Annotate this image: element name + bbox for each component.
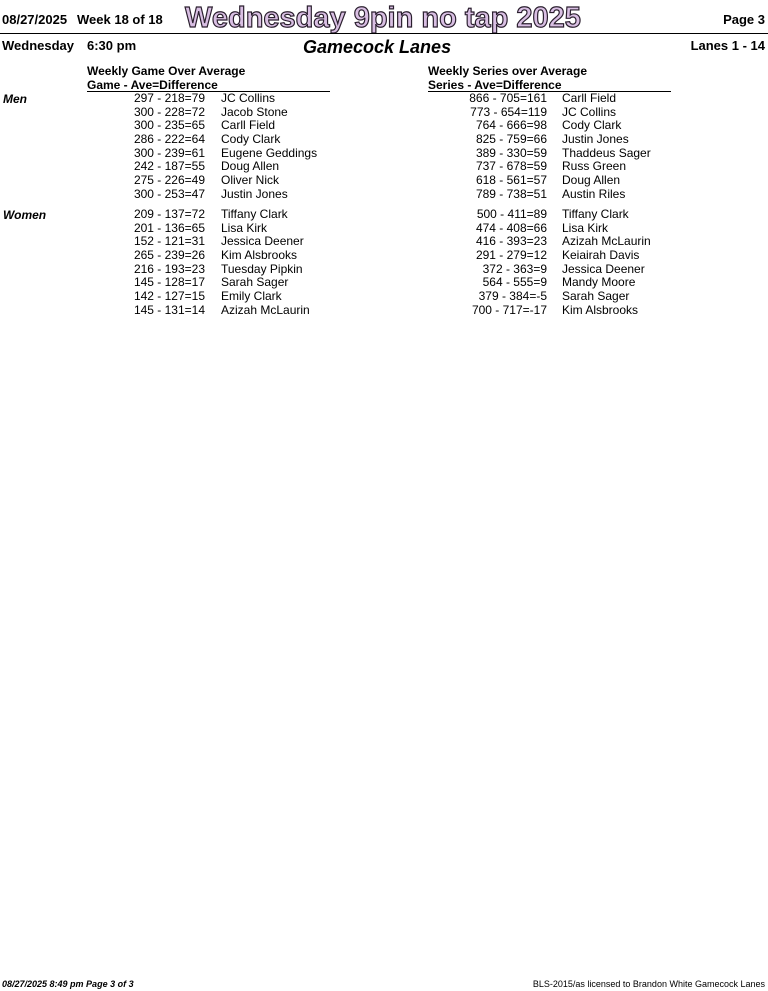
list-item bbox=[440, 174, 680, 188]
bowler-name: Oliver Nick bbox=[221, 173, 280, 188]
bowler-name: Austin Riles bbox=[562, 186, 626, 201]
list-item bbox=[100, 133, 340, 147]
list-item bbox=[100, 249, 340, 263]
bowler-name: Jessica Deener bbox=[221, 234, 304, 249]
game-value: 201 - 136=65 bbox=[133, 220, 205, 235]
bowler-name: Carll Field bbox=[221, 118, 276, 133]
game-value: 300 - 235=65 bbox=[133, 118, 205, 133]
bowler-name: Keiairah Davis bbox=[562, 248, 640, 263]
series-value: 789 - 738=51 bbox=[475, 186, 547, 201]
series-value: 416 - 393=23 bbox=[475, 234, 547, 249]
series-value: 773 - 654=119 bbox=[470, 104, 547, 119]
group-label-men: Men bbox=[3, 92, 27, 106]
footer-license: BLS-2015/as licensed to Brandon White Gamecock Lanes bbox=[532, 979, 765, 989]
group-label-women: Women bbox=[3, 208, 47, 222]
bowler-name: Jessica Deener bbox=[562, 261, 645, 276]
game-value: 209 - 137=72 bbox=[133, 207, 205, 221]
series-value: 291 - 279=12 bbox=[475, 248, 547, 263]
list-item bbox=[100, 188, 340, 202]
men-game-list bbox=[100, 92, 340, 202]
bowler-name: Justin Jones bbox=[221, 186, 288, 201]
game-value: 152 - 121=31 bbox=[133, 234, 205, 249]
list-item bbox=[440, 290, 680, 304]
list-item bbox=[100, 263, 340, 277]
list-item bbox=[100, 147, 340, 161]
bowler-name: Tiffany Clark bbox=[562, 207, 629, 221]
men-series-list bbox=[440, 92, 680, 202]
bowler-name: Carll Field bbox=[562, 91, 617, 105]
series-value: 564 - 555=9 bbox=[482, 275, 547, 290]
bowler-name: JC Collins bbox=[562, 104, 617, 119]
list-item bbox=[440, 263, 680, 277]
list-item bbox=[440, 304, 680, 318]
game-value: 145 - 128=17 bbox=[133, 275, 205, 290]
list-item bbox=[440, 106, 680, 120]
footer-timestamp: 08/27/2025 8:49 pm Page 3 of 3 bbox=[2, 979, 134, 989]
list-item bbox=[440, 92, 680, 106]
series-value: 500 - 411=89 bbox=[476, 207, 547, 221]
bowler-name: Sarah Sager bbox=[562, 289, 630, 304]
league-time: 6:30 pm bbox=[87, 38, 137, 53]
game-value: 265 - 239=26 bbox=[133, 248, 205, 263]
bowler-name: Jacob Stone bbox=[221, 104, 288, 119]
list-item bbox=[440, 188, 680, 202]
series-value: 372 - 363=9 bbox=[482, 261, 547, 276]
list-item bbox=[100, 106, 340, 120]
list-item bbox=[440, 133, 680, 147]
league-title: Wednesday 9pin no tap 2025 bbox=[185, 2, 581, 34]
series-section-title: Weekly Series over Average bbox=[428, 64, 587, 78]
list-item bbox=[100, 304, 340, 318]
game-value: 286 - 222=64 bbox=[133, 132, 205, 147]
list-item bbox=[100, 208, 340, 222]
game-section-title: Weekly Game Over Average bbox=[87, 64, 246, 78]
center-name: Gamecock Lanes bbox=[303, 37, 452, 57]
list-item bbox=[440, 222, 680, 236]
bowler-name: Cody Clark bbox=[221, 132, 281, 147]
game-section-subtitle: Game - Ave=Difference bbox=[87, 78, 218, 92]
women-series-list bbox=[440, 208, 680, 318]
list-item bbox=[440, 249, 680, 263]
series-value: 389 - 330=59 bbox=[475, 145, 547, 160]
bowler-name: Doug Allen bbox=[562, 173, 621, 188]
list-item bbox=[100, 174, 340, 188]
list-item bbox=[440, 208, 680, 222]
bowler-name: Sarah Sager bbox=[221, 275, 289, 290]
series-value: 764 - 666=98 bbox=[475, 118, 547, 133]
bowler-name: Thaddeus Sager bbox=[562, 145, 651, 160]
series-value: 379 - 384=-5 bbox=[478, 289, 547, 304]
series-value: 825 - 759=66 bbox=[475, 132, 547, 147]
bowler-name: Tiffany Clark bbox=[221, 207, 288, 221]
bowler-name: Azizah McLaurin bbox=[221, 302, 310, 317]
list-item bbox=[100, 235, 340, 249]
list-item bbox=[440, 276, 680, 290]
game-value: 300 - 228=72 bbox=[133, 104, 205, 119]
list-item bbox=[100, 160, 340, 174]
bowler-name: Lisa Kirk bbox=[562, 220, 609, 235]
bowler-name: Tuesday Pipkin bbox=[221, 261, 303, 276]
header-rule bbox=[0, 33, 768, 34]
series-value: 866 - 705=161 bbox=[469, 91, 547, 105]
game-value: 216 - 193=23 bbox=[133, 261, 205, 276]
list-item bbox=[100, 222, 340, 236]
bowler-name: Justin Jones bbox=[562, 132, 629, 147]
game-value: 297 - 218=79 bbox=[133, 91, 205, 105]
list-item bbox=[100, 276, 340, 290]
bowler-name: Azizah McLaurin bbox=[562, 234, 651, 249]
list-item bbox=[100, 290, 340, 304]
bowler-name: Cody Clark bbox=[562, 118, 622, 133]
bowler-name: Emily Clark bbox=[221, 289, 282, 304]
game-value: 142 - 127=15 bbox=[133, 289, 205, 304]
page-number: Page 3 bbox=[723, 12, 765, 27]
bowler-name: Eugene Geddings bbox=[221, 145, 318, 160]
series-value: 474 - 408=66 bbox=[475, 220, 547, 235]
list-item bbox=[440, 160, 680, 174]
bowler-name: Russ Green bbox=[562, 159, 627, 174]
game-value: 275 - 226=49 bbox=[133, 173, 205, 188]
bowler-name: JC Collins bbox=[221, 91, 276, 105]
series-value: 737 - 678=59 bbox=[475, 159, 547, 174]
game-value: 242 - 187=55 bbox=[133, 159, 205, 174]
list-item bbox=[100, 92, 340, 106]
league-day: Wednesday bbox=[2, 38, 75, 53]
week-label: Week 18 of 18 bbox=[77, 12, 163, 27]
bowler-name: Mandy Moore bbox=[562, 275, 636, 290]
series-value: 618 - 561=57 bbox=[475, 173, 547, 188]
game-value: 145 - 131=14 bbox=[133, 302, 205, 317]
report-date: 08/27/2025 bbox=[2, 12, 68, 27]
game-value: 300 - 253=47 bbox=[133, 186, 205, 201]
bowler-name: Kim Alsbrooks bbox=[562, 302, 639, 317]
bowler-name: Doug Allen bbox=[221, 159, 280, 174]
bowler-name: Kim Alsbrooks bbox=[221, 248, 298, 263]
series-section-subtitle: Series - Ave=Difference bbox=[428, 78, 562, 92]
women-game-list bbox=[100, 208, 340, 318]
game-value: 300 - 239=61 bbox=[133, 145, 205, 160]
list-item bbox=[440, 119, 680, 133]
list-item bbox=[440, 235, 680, 249]
list-item bbox=[440, 147, 680, 161]
list-item bbox=[100, 119, 340, 133]
series-value: 700 - 717=-17 bbox=[471, 302, 547, 317]
lanes-range: Lanes 1 - 14 bbox=[690, 38, 765, 53]
bowler-name: Lisa Kirk bbox=[221, 220, 268, 235]
